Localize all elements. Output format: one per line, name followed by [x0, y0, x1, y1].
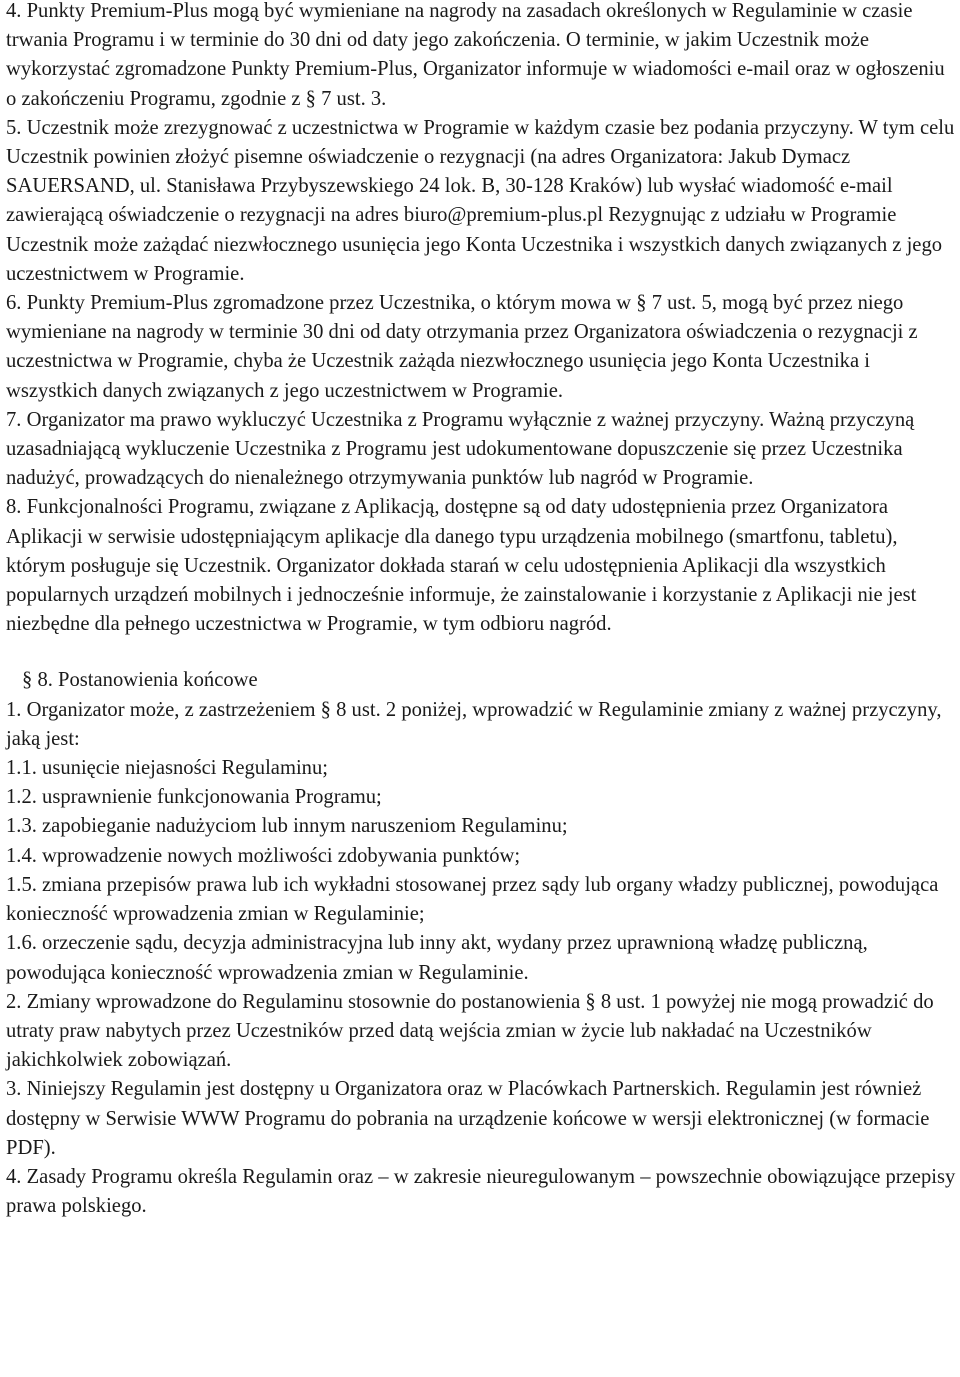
paragraph: 1. Organizator może, z zastrzeżeniem § 8 ust. 2 poniżej, wprowadzić w Regulaminie zmiany z ważnej przyczyny, jaką jest: [6, 698, 942, 750]
paragraph: 4. Punkty Premium-Plus mogą być wymieniane na nagrody na zasadach określonych w Regulaminie w czasie trwania Programu i w terminie do 30 dni od daty jego zakończenia. O terminie, w jakim Uczestnik może wykorzystać zgromadzone Punkty Premium-Plus, Organizator informuje w wiadomości e-mail oraz w ogłoszeniu o zakończeniu Programu, zgodnie z § 7 ust. 3. [6, 0, 945, 110]
paragraph: 1.2. usprawnienie funkcjonowania Programu; [6, 786, 382, 809]
paragraph: 1.1. usunięcie niejasności Regulaminu; [6, 757, 328, 780]
document-body [6, 0, 958, 1221]
paragraph: 1.4. wprowadzenie nowych możliwości zdobywania punktów; [6, 844, 521, 867]
paragraph: 8. Funkcjonalności Programu, związane z Aplikacją, dostępne są od daty udostępnienia przez Organizatora Aplikacji w serwisie udostępniającym aplikacje dla danego typu urządzenia mobilnego (smartfonu, tabletu), którym posługuje się Uczestnik. Organizator dokłada starań w celu udostępnienia Aplikacji dla wszystkich popularnych urządzeń mobilnych i jednocześnie informuje, że zainstalowanie i korzystanie z Aplikacji nie jest niezbędne dla pełnego uczestnictwa w Programie, w tym odbioru nagród. [6, 496, 917, 636]
paragraph: 3. Niniejszy Regulamin jest dostępny u Organizatora oraz w Placówkach Partnerskich. Regulamin jest również dostępny w Serwisie WWW Programu do pobrania na urządzenie końcowe w wersji elektronicznej (w formacie PDF). [6, 1078, 930, 1159]
paragraph: 2. Zmiany wprowadzone do Regulaminu stosownie do postanowienia § 8 ust. 1 powyżej nie mogą prowadzić do utraty praw nabytych przez Uczestników przed datą wejścia zmian w życie lub nakładać na Uczestników jakichkolwiek zobowiązań. [6, 990, 934, 1072]
paragraph: 6. Punkty Premium-Plus zgromadzone przez Uczestnika, o którym mowa w § 7 ust. 5, mogą być przez niego wymieniane na nagrody w terminie 30 dni od daty otrzymania przez Organizatora oświadczenia o rezygnacji z uczestnictwa w Programie, chyba że Uczestnik zażąda niezwłocznego usunięcia jego Konta Uczestnika i wszystkich danych związanych z jego uczestnictwem w Programie. [6, 292, 918, 402]
paragraph: 7. Organizator ma prawo wykluczyć Uczestnika z Programu wyłącznie z ważnej przyczyny. Ważną przyczyną uzasadniającą wykluczenie Uczestnika z Programu jest udokumentowane dopuszczenie się przez Uczestnika nadużyć, prowadzących do nienależnego otrzymywania punktów lub nagród w Programie. [6, 408, 915, 490]
paragraph: 5. Uczestnik może zrezygnować z uczestnictwa w Programie w każdym czasie bez podania przyczyny. W tym celu Uczestnik powinien złożyć pisemne oświadczenie o rezygnacji (na adres Organizatora: Jakub Dymacz SAUERSAND, ul. Stanisława Przybyszewskiego 24 lok. B, 30-128 Kraków) lub wysłać wiadomość e-mail zawierającą oświadczenie o rezygnacji na adres biuro@premium-plus.pl Rezygnując z udziału w Programie Uczestnik może zażądać niezwłocznego usunięcia jego Konta Uczestnika i wszystkich danych związanych z jego uczestnictwem w Programie. [6, 116, 955, 285]
section-heading: § 8. Postanowienia końcowe [22, 669, 258, 692]
paragraph: 1.3. zapobieganie nadużyciom lub innym naruszeniom Regulaminu; [6, 815, 568, 838]
spacer [6, 639, 958, 666]
paragraph: 4. Zasady Programu określa Regulamin oraz – w zakresie nieuregulowanym – powszechnie obowiązujące przepisy prawa polskiego. [6, 1165, 956, 1218]
paragraph: 1.5. zmiana przepisów prawa lub ich wykładni stosowanej przez sądy lub organy władzy publicznej, powodująca konieczność wprowadzenia zmian w Regulaminie; [6, 873, 939, 926]
paragraph: 1.6. orzeczenie sądu, decyzja administracyjna lub inny akt, wydany przez uprawnioną władzę publiczną, powodująca konieczność wprowadzenia zmian w Regulaminie. [6, 932, 868, 984]
